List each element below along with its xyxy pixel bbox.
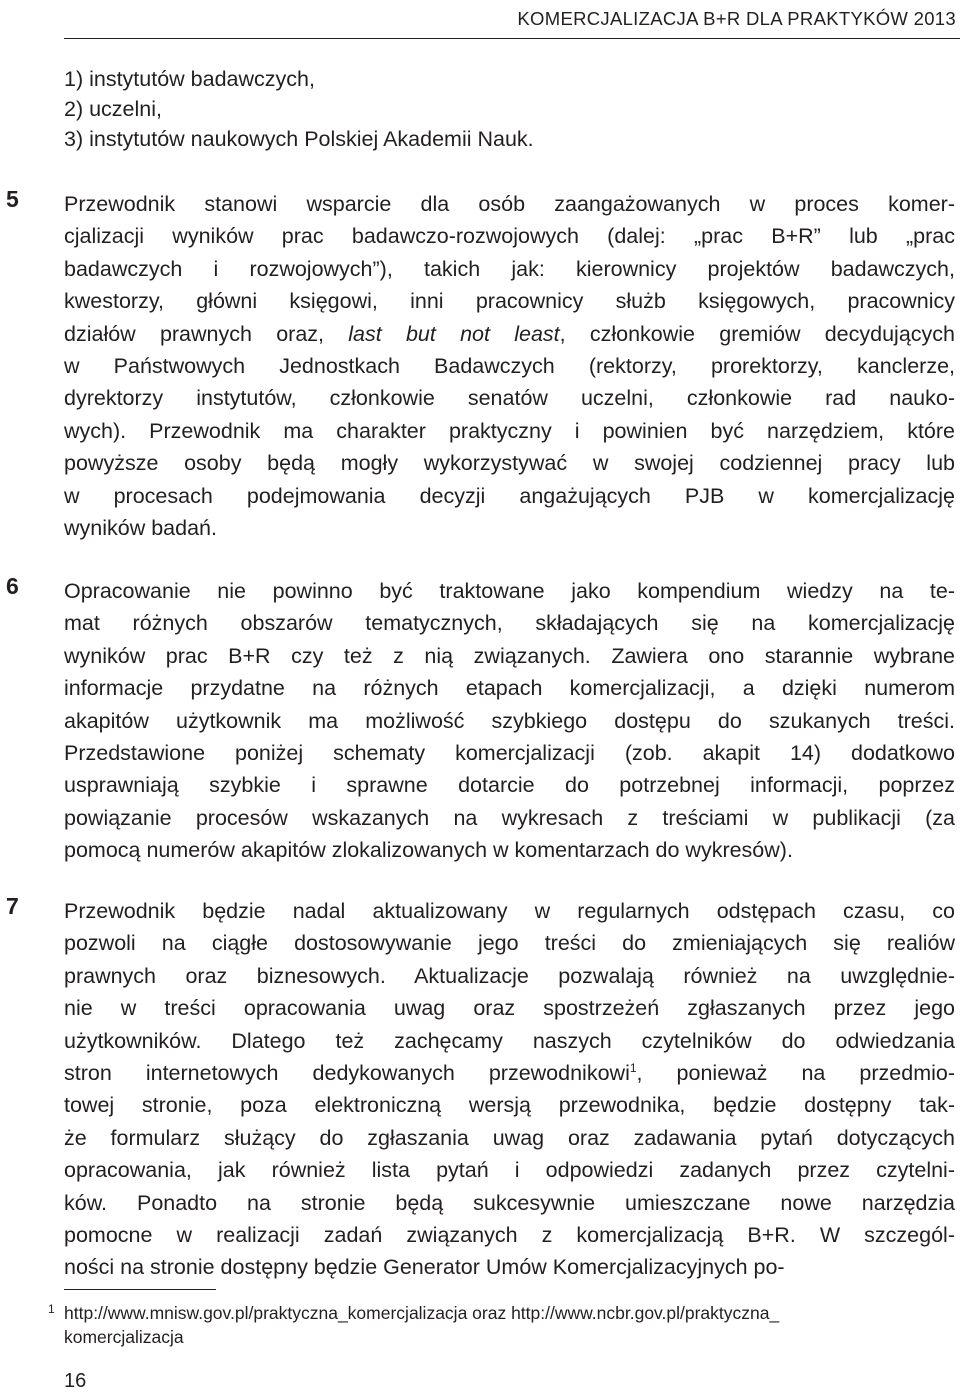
paragraph-line: usprawniają szybkie i sprawne dotarcie do potrzebnej informacji, poprzez	[64, 773, 955, 798]
list-item: 2) uczelni,	[64, 97, 162, 121]
footnote	[48, 1301, 780, 1349]
paragraph-line: informacje przydatne na różnych etapach komercjalizacji, a dzięki numerom	[64, 676, 955, 701]
paragraph-line: pomocą numerów akapitów zlokalizowanych w komentarzach do wykresów).	[64, 838, 793, 863]
paragraph-line: w Państwowych Jednostkach Badawczych (rektorzy, prorektorzy, kanclerze,	[64, 354, 955, 379]
paragraph-line: wyników prac B+R czy też z nią związanych. Zawiera ono starannie wybrane	[64, 643, 955, 668]
page-number: 16	[64, 1370, 87, 1392]
paragraph-line: Przewodnik stanowi wsparcie dla osób zaangażowanych w proces komer-	[64, 192, 955, 216]
paragraph-line: działów prawnych oraz, last but not least, członkowie gremiów decydujących	[64, 321, 955, 346]
paragraph-number: 7	[6, 893, 19, 919]
paragraph-line: Przewodnik będzie nadal aktualizowany w regularnych odstępach czasu, co	[64, 899, 955, 923]
italic-phrase: last but not least	[348, 321, 560, 346]
paragraph-line: w procesach podejmowania decyzji angażujących PJB w komercjalizację	[64, 483, 955, 508]
header-title: KOMERCJALIZACJA B+R DLA PRAKTYKÓW 2013	[517, 8, 956, 29]
footnote-reference[interactable]: 1	[629, 1061, 637, 1076]
paragraph-number: 6	[6, 573, 19, 599]
list-item: 3) instytutów naukowych Polskiej Akademii Nauk.	[64, 127, 534, 151]
paragraph-line: Opracowanie nie powinno być traktowane jako kompendium wiedzy na te-	[64, 579, 955, 603]
paragraph-line: ków. Ponadto na stronie będą sukcesywnie umieszczane nowe narzędzia	[64, 1190, 955, 1215]
list-item: 1) instytutów badawczych,	[64, 67, 315, 91]
footnote-line: komercjalizacja	[64, 1327, 184, 1347]
paragraph-line: pomocne w realizacji zadań związanych z komercjalizacją B+R. W szczegól-	[64, 1223, 955, 1248]
paragraph-number: 5	[6, 186, 19, 212]
paragraph-line: opracowania, jak również lista pytań i odpowiedzi zadanych przez czytelni-	[64, 1158, 955, 1183]
paragraph-6	[64, 575, 955, 867]
paragraph-line: nie w treści opracowania uwag oraz spostrzeżeń zgłaszanych przez jego	[64, 996, 955, 1021]
paragraph-line: akapitów użytkownik ma możliwość szybkiego dostępu do szukanych treści.	[64, 708, 955, 733]
running-header	[64, 2, 960, 39]
footnote-divider	[64, 1289, 216, 1290]
paragraph-line: wych). Przewodnik ma charakter praktyczny i powinien być narzędziem, które	[64, 418, 955, 443]
paragraph-line: cjalizacji wyników prac badawczo-rozwojowych (dalej: „prac B+R” lub „prac	[64, 224, 955, 249]
paragraph-7	[64, 895, 955, 1284]
paragraph-5	[64, 188, 955, 544]
paragraph-line: towej stronie, poza elektroniczną wersją przewodnika, będzie dostępny tak-	[64, 1093, 955, 1118]
paragraph-line: kwestorzy, główni księgowi, inni pracownicy służb księgowych, pracownicy	[64, 289, 955, 314]
paragraph-line: stron internetowych dedykowanych przewodnikowi$^1$, ponieważ na przedmio-	[64, 1061, 955, 1086]
paragraph-line: prawnych oraz biznesowych. Aktualizacje pozwalają również na uwzględnie-	[64, 963, 955, 988]
paragraph-line: pozwoli na ciągłe dostosowywanie jego treści do zmieniających się realiów	[64, 931, 955, 956]
footnote-line: http://www.mnisw.gov.pl/praktyczna_komercjalizacja oraz http://www.ncbr.gov.pl/praktyczna_	[64, 1303, 780, 1323]
paragraph-line: badawczych i rozwojowych”), takich jak: kierownicy projektów badawczych,	[64, 256, 955, 281]
paragraph-line: Przedstawione poniżej schematy komercjalizacji (zob. akapit 14) dodatkowo	[64, 741, 955, 766]
paragraph-line: że formularz służący do zgłaszania uwag oraz zadawania pytań dotyczących	[64, 1125, 955, 1150]
paragraph-line: dyrektorzy instytutów, członkowie senatów uczelni, członkowie rad nauko-	[64, 386, 955, 411]
institution-list	[64, 64, 534, 154]
paragraph-line: powiązanie procesów wskazanych na wykresach z treściami w publikacji (za	[64, 805, 955, 830]
paragraph-line: ności na stronie dostępny będzie Generator Umów Komercjalizacyjnych po-	[64, 1255, 785, 1280]
paragraph-line: powyższe osoby będą mogły wykorzystywać w swojej codziennej pracy lub	[64, 451, 955, 476]
paragraph-line: mat różnych obszarów tematycznych, składających się na komercjalizację	[64, 611, 955, 636]
paragraph-line: użytkowników. Dlatego też zachęcamy naszych czytelników do odwiedzania	[64, 1028, 955, 1053]
footnote-marker: 1	[48, 1302, 55, 1316]
paragraph-line: wyników badań.	[64, 516, 217, 541]
